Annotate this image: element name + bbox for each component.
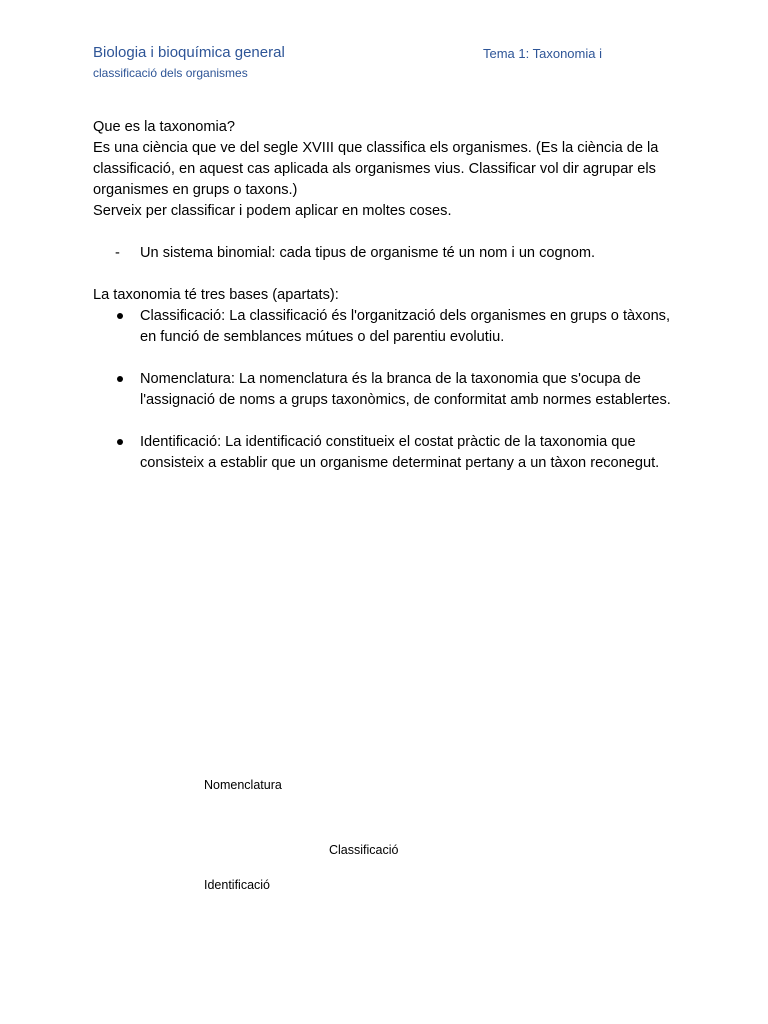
list-item xyxy=(93,306,683,348)
diagram-label-identification: Identificació xyxy=(204,878,271,892)
question-heading: Que es la taxonomia? xyxy=(93,119,235,135)
base-text-classification: Classificació: La classificació és l'organització dels organismes en grups o tàxons, en funció de semblances mútues o del parentiu evolutiu. xyxy=(140,308,671,345)
document-body xyxy=(93,117,683,474)
usage-paragraph: Serveix per classificar i podem aplicar en moltes coses. xyxy=(93,203,452,219)
bullet-icon xyxy=(117,376,123,382)
bases-intro: La taxonomia té tres bases (apartats): xyxy=(93,287,339,303)
binomial-text: Un sistema binomial: cada tipus de organisme té un nom i un cognom. xyxy=(140,245,596,261)
binomial-list-item xyxy=(93,243,683,264)
topic-title: Tema 1: Taxonomia i xyxy=(483,46,602,61)
topic-subtitle: classificació dels organismes xyxy=(93,66,248,80)
bases-list xyxy=(93,306,683,474)
course-title: Biologia i bioquímica general xyxy=(93,44,285,61)
base-text-identification: Identificació: La identificació constitueix el costat pràctic de la taxonomia que consisteix a establir que un organisme determinat pertany a un tàxon reconegut. xyxy=(140,434,660,471)
base-text-nomenclature: Nomenclatura: La nomenclatura és la branca de la taxonomia que s'ocupa de l'assignació de noms a grups taxonòmics, de conformitat amb normes establertes. xyxy=(140,371,671,408)
dash-marker: - xyxy=(115,245,120,261)
diagram-label-classification: Classificació xyxy=(329,843,399,857)
definition-paragraph: Es una ciència que ve del segle XVIII que classifica els organismes. (Es la ciència de la classificació, en aquest cas aplicada als organismes vius. Classificar vol dir agrupar els organismes en grups o taxons.) xyxy=(93,140,659,198)
list-item xyxy=(93,369,683,411)
bullet-icon xyxy=(117,313,123,319)
diagram-label-nomenclature: Nomenclatura xyxy=(204,778,282,792)
list-item xyxy=(93,432,683,474)
bullet-icon xyxy=(117,439,123,445)
